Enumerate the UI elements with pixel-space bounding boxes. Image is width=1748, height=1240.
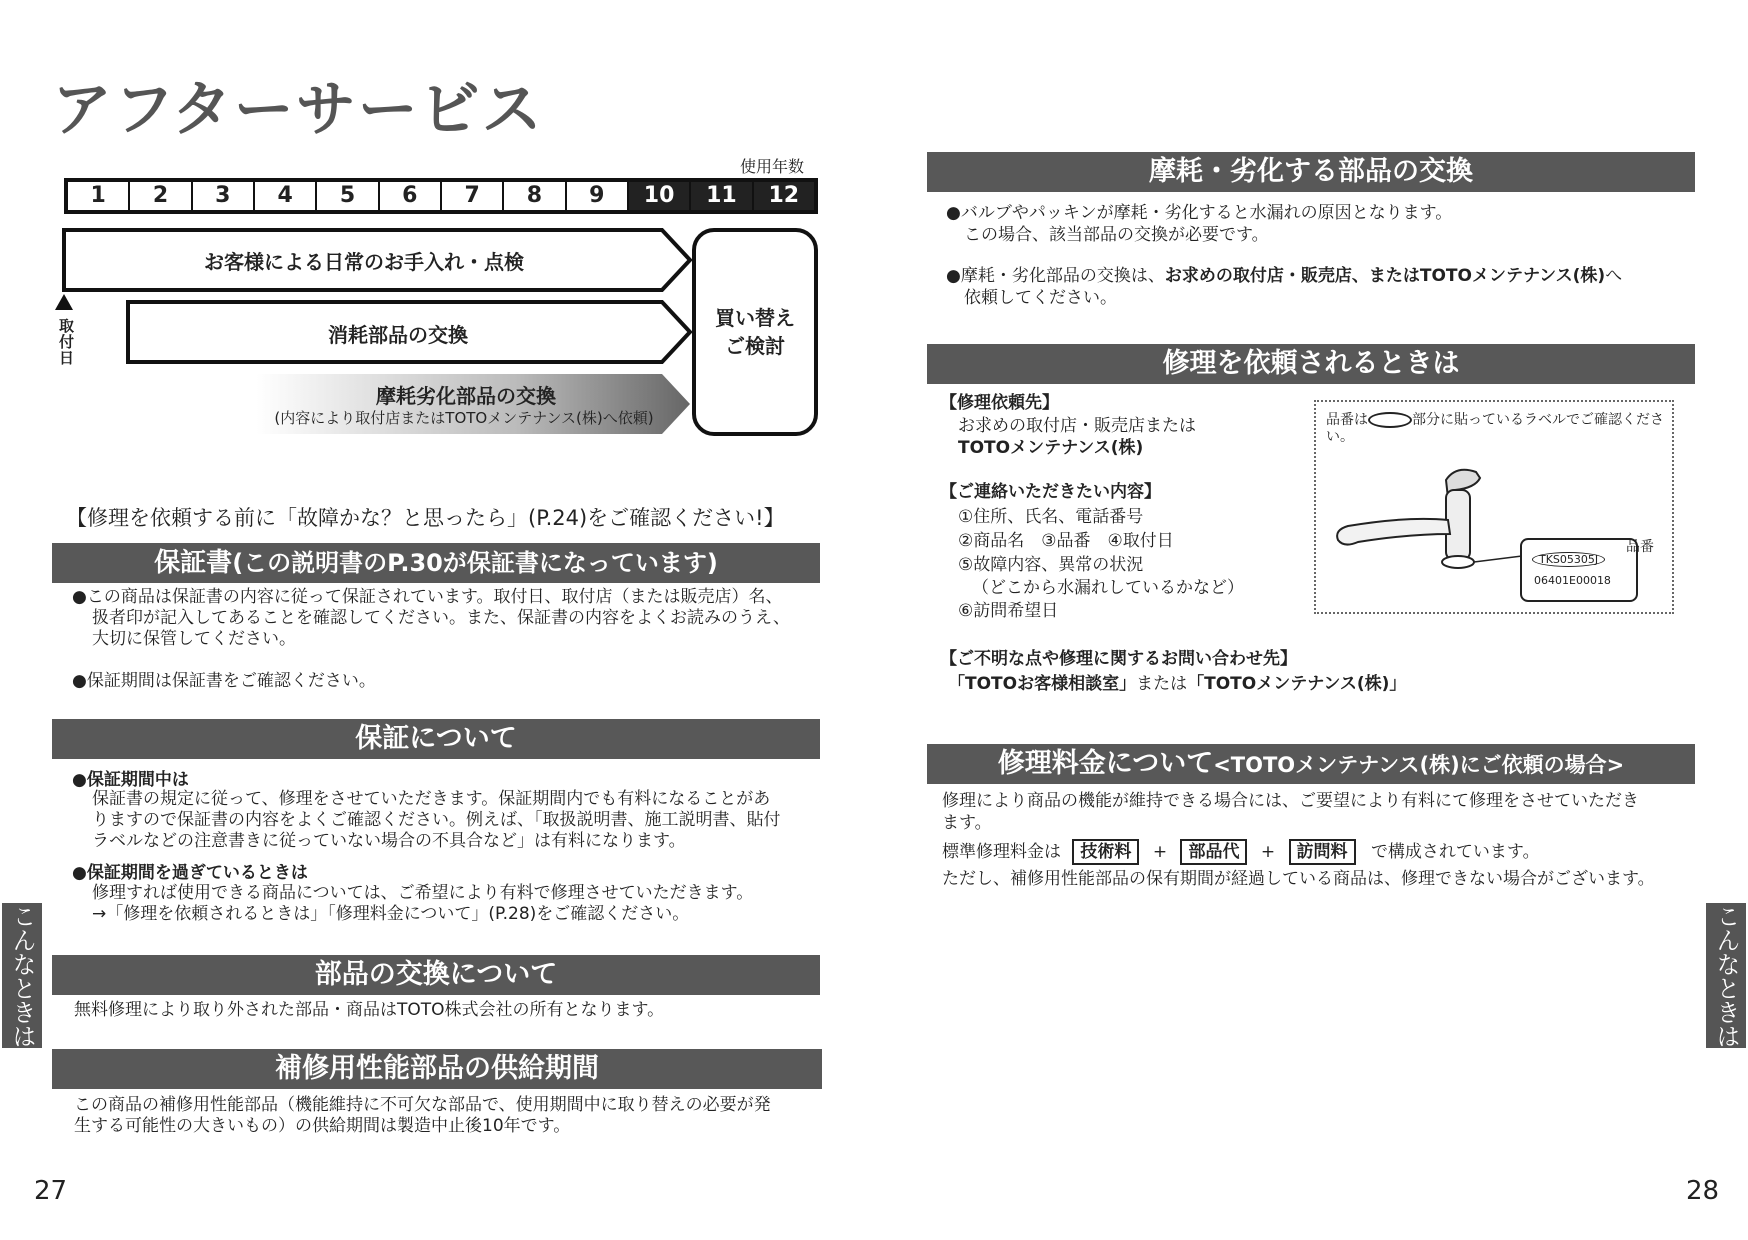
repair-dest-heading: 【修理依頼先】: [940, 393, 1059, 413]
contact-item-2: ②商品名 ③品番 ④取付日: [958, 531, 1174, 551]
year-cell: 1: [90, 183, 106, 208]
repair-request-heading: 修理を依頼されるときは: [927, 344, 1695, 384]
inquiry-b: または: [1136, 674, 1188, 694]
contact-item-3: ⑤故障内容、異常の状況: [958, 555, 1144, 575]
during-warranty-text-1: 保証書の規定に従って、修理をさせていただきます。保証期間内でも有料になることがあ: [92, 789, 771, 809]
contact-heading: 【ご連絡いただきたい内容】: [940, 482, 1161, 502]
page-number-right: 28: [1686, 1176, 1720, 1206]
fees-heading-main: 修理料金について: [997, 748, 1214, 779]
wear-parts-label: 摩耗劣化部品の交換: [376, 384, 556, 408]
year-cell: 6: [378, 182, 440, 210]
warranty-period-text: ●保証期間は保証書をご確認ください。: [72, 671, 376, 691]
side-tab-right: こんなときは: [1706, 903, 1746, 1048]
year-cell: 5: [315, 182, 377, 210]
check-before-repair-notice: 【修理を依頼する前に「故障かな？と思ったら」(P.24)をご確認ください!】: [66, 506, 785, 530]
wear-parts-heading: 摩耗・劣化する部品の交換: [927, 152, 1695, 192]
plus-sign-1: +: [1152, 842, 1168, 862]
parts-text: 無料修理により取り外された部品・商品はTOTO株式会社の所有となります。: [74, 1000, 665, 1020]
year-cell: 3: [191, 182, 253, 210]
fees-note: ただし、補修用性能部品の保有期間が経過している商品は、修理できない場合がございます。: [942, 869, 1655, 889]
wear-parts-text-1: ●バルブやパッキンが摩耗・劣化すると水漏れの原因となります。: [946, 203, 1453, 223]
replacement-line2: ご検討: [725, 334, 785, 358]
warranty-doc-heading-main: 保証書: [154, 548, 233, 578]
years-scale: [64, 178, 818, 214]
wear-parts-text-3b: お求めの取付店・販売店、またはTOTOメンテナンス(株): [1164, 266, 1606, 286]
replacement-line1: 買い替え: [715, 306, 795, 330]
parts-fee-box: 部品代: [1180, 839, 1247, 865]
inquiry-text: [948, 673, 1406, 695]
wear-parts-text-3a: ●摩耗・劣化部品の交換は、: [946, 266, 1165, 286]
label-oval-icon: [1368, 412, 1412, 428]
fees-formula: [942, 839, 1540, 865]
label-closeup: [1520, 538, 1638, 602]
year-cell: 2: [128, 182, 190, 210]
repair-dest-text-1: お求めの取付店・販売店または: [958, 416, 1196, 436]
inquiry-c: 「TOTOメンテナンス(株)」: [1187, 674, 1407, 694]
wear-parts-text-3: [946, 265, 1622, 287]
visit-fee-box: 訪問料: [1289, 839, 1356, 865]
years-label: 使用年数: [740, 157, 805, 176]
contact-item-1: ①住所、氏名、電話番号: [958, 507, 1144, 527]
wear-parts-text-3c: へ: [1605, 266, 1623, 286]
label-code-1: TKS05305J: [1532, 552, 1605, 567]
warranty-doc-heading-sub: (この説明書のP.30が保証書になっています): [232, 549, 718, 577]
faucet-label-illustration: [1314, 400, 1674, 614]
after-warranty-heading: ●保証期間を過ぎているときは: [72, 863, 308, 883]
supply-heading: 補修用性能部品の供給期間: [52, 1049, 822, 1089]
repair-dest-text-2: TOTOメンテナンス(株): [958, 438, 1144, 458]
supply-text-1: この商品の補修用性能部品（機能維持に不可欠な部品で、使用期間中に取り替えの必要が発: [74, 1095, 771, 1115]
inquiry-a: 「TOTOお客様相談室」: [948, 674, 1137, 694]
fees-heading: [927, 744, 1695, 784]
during-warranty-heading: ●保証期間中は: [72, 770, 189, 790]
consumables-label: 消耗部品の交換: [328, 323, 468, 347]
warranty-doc-text-2: 扱者印が記入してあることを確認してください。また、保証書の内容をよくお読みのうえ、: [92, 608, 791, 628]
warranty-doc-heading: [52, 543, 820, 583]
contact-item-3b: （どこから水漏れしているかなど）: [972, 578, 1244, 598]
install-marker-icon: [55, 294, 73, 310]
year-cell: 10: [627, 182, 689, 210]
fees-heading-sub: <TOTOメンテナンス(株)にご依頼の場合>: [1213, 753, 1625, 777]
label-code-2: 06401E00018: [1534, 574, 1611, 587]
year-cell: 9: [565, 182, 627, 210]
illus-note-b: 部分に貼っているラベルでご確認ください。: [1326, 412, 1664, 445]
wear-parts-note: (内容により取付店またはTOTOメンテナンス(株)へ依頼): [274, 409, 654, 427]
during-warranty-text-2: りますので保証書の内容をよくご確認ください。例えば、「取扱説明書、施工説明書、貼付: [92, 810, 781, 830]
illus-note-a: 品番は: [1326, 412, 1368, 428]
tech-fee-box: 技術料: [1072, 839, 1139, 865]
faucet-icon: [1326, 450, 1526, 580]
plus-sign-2: +: [1260, 842, 1276, 862]
warranty-doc-text-1: ●この商品は保証書の内容に従って保証されています。取付日、取付店（または販売店）名、: [72, 587, 783, 607]
page-number-left: 27: [34, 1176, 68, 1206]
illus-note: [1326, 412, 1666, 446]
after-warranty-text-2: →「修理を依頼されるときは」「修理料金について」(P.28)をご確認ください。: [92, 904, 690, 924]
fees-std-end: で構成されています。: [1370, 842, 1540, 862]
install-day-label: 取付日: [57, 318, 75, 366]
wear-parts-text-2: この場合、該当部品の交換が必要です。: [964, 225, 1269, 245]
daily-care-label: お客様による日常のお手入れ・点検: [204, 250, 524, 274]
fees-text-1: 修理により商品の機能が維持できる場合には、ご要望により有料にて修理をさせていただき: [942, 791, 1639, 811]
after-warranty-text-1: 修理すれば使用できる商品については、ご希望により有料で修理させていただきます。: [92, 883, 754, 903]
side-tab-left: こんなときは: [2, 903, 42, 1048]
year-cell: 8: [502, 182, 564, 210]
hinban-label: 品番: [1626, 539, 1654, 555]
year-cell: 12: [752, 182, 814, 210]
wear-parts-text-4: 依頼してください。: [964, 288, 1117, 308]
replacement-box: [692, 228, 818, 436]
year-cell: 11: [689, 182, 751, 210]
during-warranty-text-3: ラベルなどの注意書きに従っていない場合の不具合など」は有料になります。: [92, 831, 686, 851]
page-title: アフターサービス: [52, 75, 544, 145]
contact-item-4: ⑥訪問希望日: [958, 601, 1059, 621]
supply-text-2: 生する可能性の大きいもの）の供給期間は製造中止後10年です。: [74, 1116, 571, 1136]
parts-heading: 部品の交換について: [52, 955, 820, 995]
fees-std: 標準修理料金は: [942, 842, 1061, 862]
inquiry-heading: 【ご不明な点や修理に関するお問い合わせ先】: [940, 649, 1297, 669]
warranty-about-heading: 保証について: [52, 719, 820, 759]
year-cell: 7: [440, 182, 502, 210]
fees-text-2: ます。: [942, 813, 992, 833]
year-cell: 4: [253, 182, 315, 210]
warranty-doc-text-3: 大切に保管してください。: [92, 629, 296, 649]
